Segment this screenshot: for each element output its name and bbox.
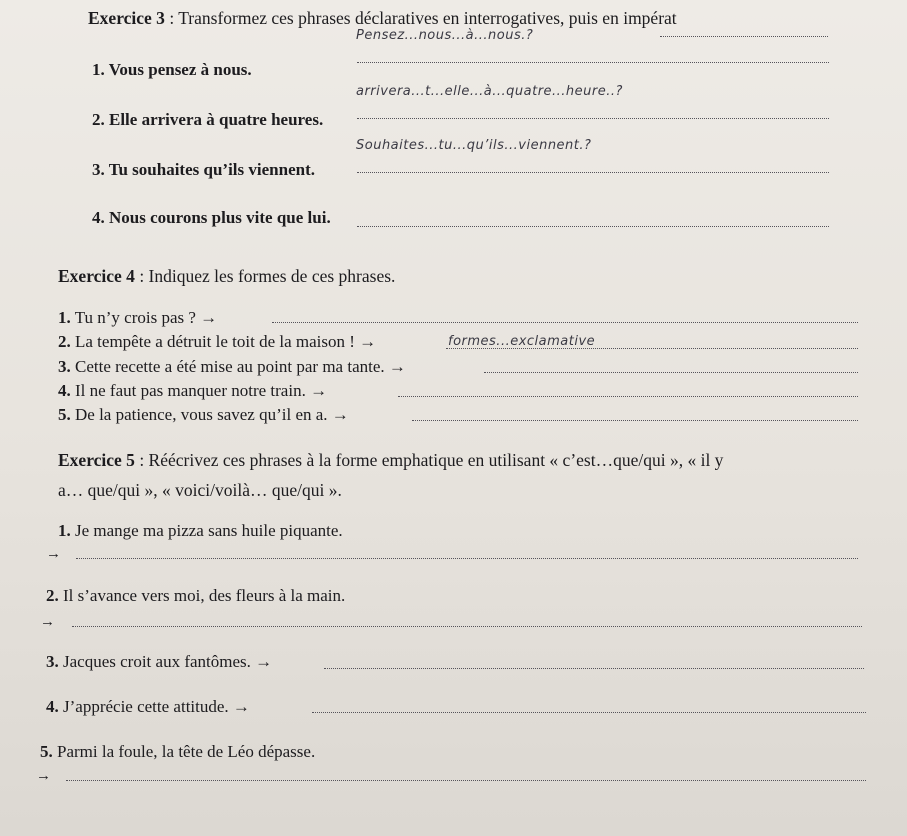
- ex5-item-1: [58, 521, 343, 541]
- item-text: La tempête a détruit le toit de la maison ! →: [75, 332, 377, 351]
- answer-line-ex5-5: [66, 780, 866, 781]
- item-number: 4.: [58, 381, 71, 400]
- exercise-3-label: Exercice 3: [88, 8, 165, 28]
- answer-line-ex3-3: [357, 172, 829, 173]
- handwritten-answer-ex3-3: Souhaites...tu...qu’ils...viennent.?: [356, 138, 592, 153]
- item-text: Il s’avance vers moi, des fleurs à la main.: [63, 586, 346, 605]
- answer-line-ex5-1: [76, 558, 858, 559]
- handwritten-answer-ex3-1: Pensez...nous...à...nous.?: [356, 28, 534, 43]
- item-number: 4.: [46, 697, 59, 716]
- item-number: 1.: [58, 521, 71, 540]
- ex4-item-2: [58, 332, 376, 352]
- answer-line-ex4-1: [272, 322, 858, 323]
- item-text: Tu souhaites qu’ils viennent.: [108, 160, 315, 179]
- item-number: 5.: [40, 742, 53, 761]
- exercise-5-label: Exercice 5: [58, 450, 135, 470]
- ex4-item-3: [58, 357, 406, 377]
- ex5-item-3: [46, 652, 272, 672]
- item-text: Parmi la foule, la tête de Léo dépasse.: [57, 742, 316, 761]
- exercise-4-instruction: : Indiquez les formes de ces phrases.: [134, 266, 396, 286]
- ex4-item-4: [58, 381, 327, 401]
- ex4-item-1: [58, 308, 217, 328]
- answer-line-ex4-5: [412, 420, 858, 421]
- handwritten-answer-ex3-2: arrivera...t...elle...à...quatre...heure..?: [356, 84, 623, 99]
- exercise-3-instruction: : Transformez ces phrases déclaratives en interrogatives, puis en impérat: [164, 8, 677, 28]
- answer-line-ex5-4: [312, 712, 866, 713]
- exercise-5-instruction: : Réécrivez ces phrases à la forme emphatique en utilisant « c’est…que/qui », « il y: [134, 450, 724, 470]
- item-number: 2.: [58, 332, 71, 351]
- answer-line-ex5-3: [324, 668, 864, 669]
- exercise-4-title: [58, 266, 395, 287]
- ex5-item-5: [40, 742, 315, 762]
- arrow-icon: →: [36, 768, 51, 784]
- item-number: 2.: [46, 586, 59, 605]
- answer-line-ex4-2: [446, 348, 858, 349]
- item-number: 1.: [58, 308, 71, 327]
- item-text: Il ne faut pas manquer notre train. →: [75, 381, 328, 400]
- arrow-icon: →: [40, 614, 55, 630]
- item-text: Elle arrivera à quatre heures.: [109, 110, 324, 129]
- answer-line-ex5-2: [72, 626, 862, 627]
- ex5-item-2: [46, 586, 345, 606]
- item-text: Je mange ma pizza sans huile piquante.: [75, 521, 343, 540]
- item-text: De la patience, vous savez qu’il en a. →: [75, 405, 349, 424]
- handwritten-answer-ex4-2: formes...exclamative: [448, 334, 596, 349]
- item-number: 2.: [92, 110, 105, 129]
- answer-line-ex3-2: [357, 118, 829, 119]
- item-text: J’apprécie cette attitude. →: [63, 697, 250, 716]
- answer-line-ex4-4: [398, 396, 858, 397]
- arrow-icon: →: [46, 546, 61, 562]
- ex4-item-5: [58, 405, 349, 425]
- item-number: 3.: [92, 160, 105, 179]
- ex3-item-3: [92, 160, 315, 180]
- item-number: 3.: [46, 652, 59, 671]
- ex3-item-4: [92, 208, 331, 228]
- exercise-4-label: Exercice 4: [58, 266, 135, 286]
- item-text: Vous pensez à nous.: [108, 60, 252, 79]
- item-text: Cette recette a été mise au point par ma tante. →: [75, 357, 406, 376]
- ex5-item-4: [46, 697, 250, 717]
- item-number: 3.: [58, 357, 71, 376]
- ex3-item-2: [92, 110, 323, 130]
- answer-line-ex4-3: [484, 372, 858, 373]
- answer-line-ex3-4: [357, 226, 829, 227]
- item-number: 4.: [92, 208, 105, 227]
- item-text: Jacques croit aux fantômes. →: [63, 652, 273, 671]
- exercise-3-title: [88, 8, 677, 29]
- answer-line-ex3-1: [357, 62, 829, 63]
- exercise-5-title-line-2: a… que/qui », « voici/voilà… que/qui ».: [58, 480, 342, 500]
- item-text: Tu n’y crois pas ? →: [74, 308, 218, 327]
- ex3-item-1: [92, 60, 252, 80]
- answer-line-ex3-0: [660, 36, 828, 37]
- item-number: 1.: [92, 60, 105, 79]
- exercise-5-title-line-1: [58, 450, 723, 471]
- item-text: Nous courons plus vite que lui.: [109, 208, 331, 227]
- item-number: 5.: [58, 405, 71, 424]
